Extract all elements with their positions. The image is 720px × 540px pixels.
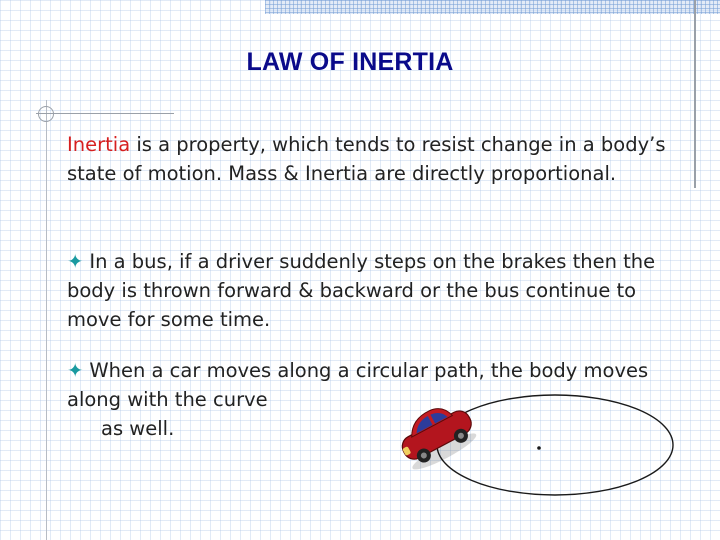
header-pattern-band <box>265 0 720 14</box>
left-horizontal-rule <box>36 113 174 114</box>
left-decorative-rule <box>46 100 47 540</box>
slide-title: LAW OF INERTIA <box>246 48 454 76</box>
circular-path-diagram <box>380 392 680 502</box>
circular-path <box>437 395 673 495</box>
right-decorative-rule <box>694 0 696 188</box>
star-bullet-icon: ✦ <box>67 250 84 273</box>
bus-example-text: In a bus, if a driver suddenly steps on the brakes then the body is thrown forward & backward or the bus continue to move for some time. <box>67 250 656 331</box>
inertia-definition <box>67 130 667 188</box>
star-bullet-icon: ✦ <box>67 359 84 382</box>
car-example-line2: as well. <box>101 417 175 440</box>
car-example-line1: When a car moves along a circular path, the body moves along with the curve <box>67 359 649 411</box>
decorative-circle <box>38 106 54 122</box>
inertia-term: Inertia <box>67 133 131 156</box>
inertia-definition-text: is a property, which tends to resist change in a body’s state of motion. Mass & Inertia are directly proportional. <box>67 133 666 185</box>
car-icon <box>392 396 481 475</box>
bus-example <box>67 247 667 334</box>
path-center-dot <box>537 446 541 450</box>
